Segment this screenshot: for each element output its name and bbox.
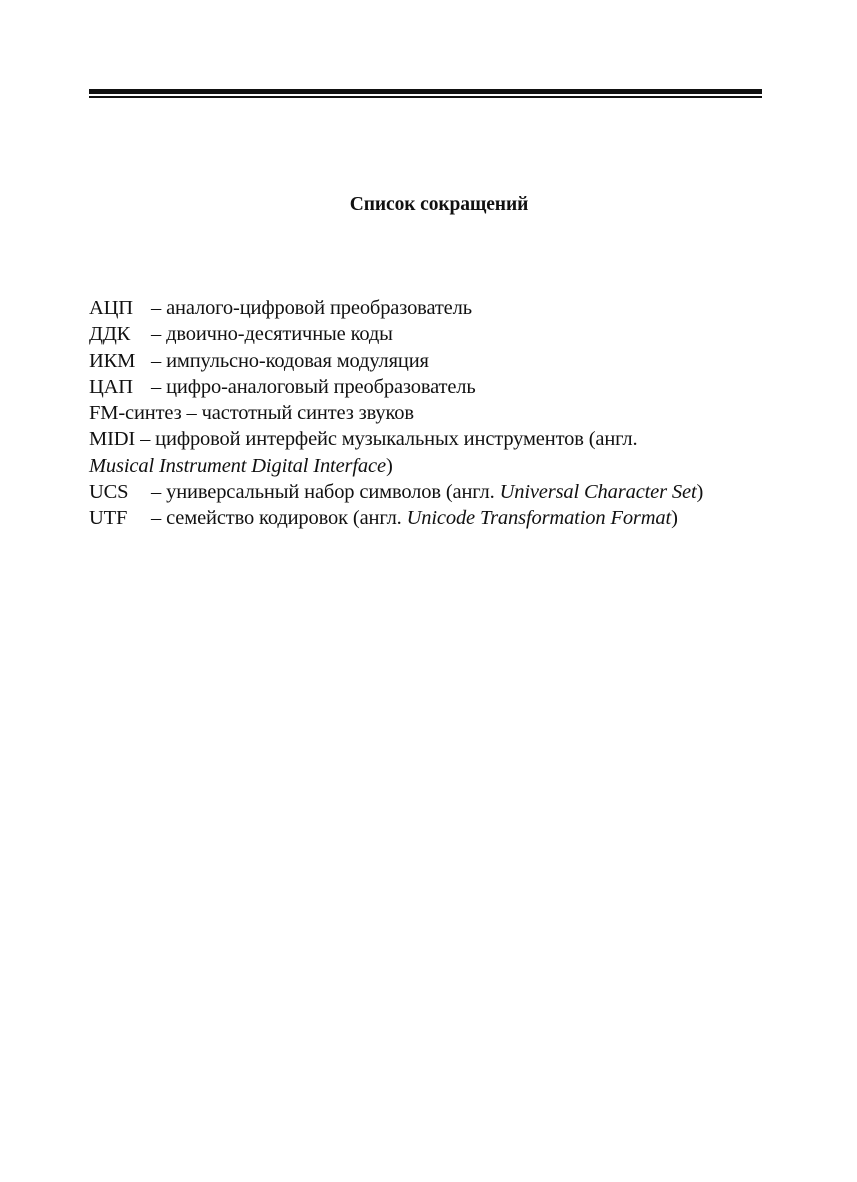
abbreviation-dash: – xyxy=(151,507,162,530)
list-item-ucs xyxy=(89,479,789,505)
abbreviation-term: UTF xyxy=(89,507,128,530)
abbreviation-definition: универсальный набор символов (англ. Universal Character Set) xyxy=(166,481,704,504)
abbreviation-definition: двоично-десятичные коды xyxy=(166,323,393,346)
list-item-ikm xyxy=(89,348,789,374)
page-title: Список сокращений xyxy=(349,194,529,215)
abbreviation-dash: – xyxy=(186,402,197,425)
list-item-midi xyxy=(89,426,789,452)
abbreviation-term: FM-синтез xyxy=(89,402,182,425)
abbreviation-definition: импульсно-кодовая модуляция xyxy=(166,349,429,372)
abbreviation-term: ИКМ xyxy=(89,349,136,372)
abbreviation-definition: частотный синтез звуков xyxy=(201,402,414,425)
list-item-ddk xyxy=(89,321,789,347)
list-item-midi-continuation xyxy=(89,453,789,479)
list-item-dac xyxy=(89,374,789,400)
closing-paren: ) xyxy=(385,454,393,477)
abbreviation-dash: – xyxy=(151,375,162,398)
abbreviation-dash: – xyxy=(151,323,162,346)
abbreviation-dash: – xyxy=(151,481,162,504)
abbreviation-dash: – xyxy=(140,428,151,451)
header-rule-thin xyxy=(89,96,762,98)
list-item-fm-synthesis xyxy=(89,400,789,426)
abbreviation-term: MIDI xyxy=(89,428,136,451)
abbreviation-term: UCS xyxy=(89,481,129,504)
abbreviation-term: ЦАП xyxy=(89,375,133,398)
closing-paren: ) xyxy=(696,481,704,504)
abbreviation-dash: – xyxy=(151,349,162,372)
abbreviation-definition: аналого-цифровой преобразователь xyxy=(166,297,472,319)
abbreviation-term: ДДК xyxy=(89,323,131,346)
abbreviation-list xyxy=(89,295,789,532)
abbreviation-dash: – xyxy=(151,297,162,319)
abbreviation-term: АЦП xyxy=(89,297,133,319)
abbreviation-english-name: Musical Instrument Digital Interface xyxy=(89,454,386,477)
abbreviation-definition: семейство кодировок (англ. Unicode Transformation Format) xyxy=(166,507,678,530)
abbreviation-english-name: Unicode Transformation Format xyxy=(406,507,672,530)
list-item-adc xyxy=(89,295,789,321)
abbreviation-definition: цифровой интерфейс музыкальных инструментов (англ. xyxy=(155,428,638,451)
abbreviation-english-name: Universal Character Set xyxy=(499,481,697,504)
abbreviation-definition: цифро-аналоговый преобразователь xyxy=(166,375,476,398)
list-item-utf xyxy=(89,505,789,531)
header-rule-thick xyxy=(89,89,762,94)
closing-paren: ) xyxy=(671,507,678,530)
